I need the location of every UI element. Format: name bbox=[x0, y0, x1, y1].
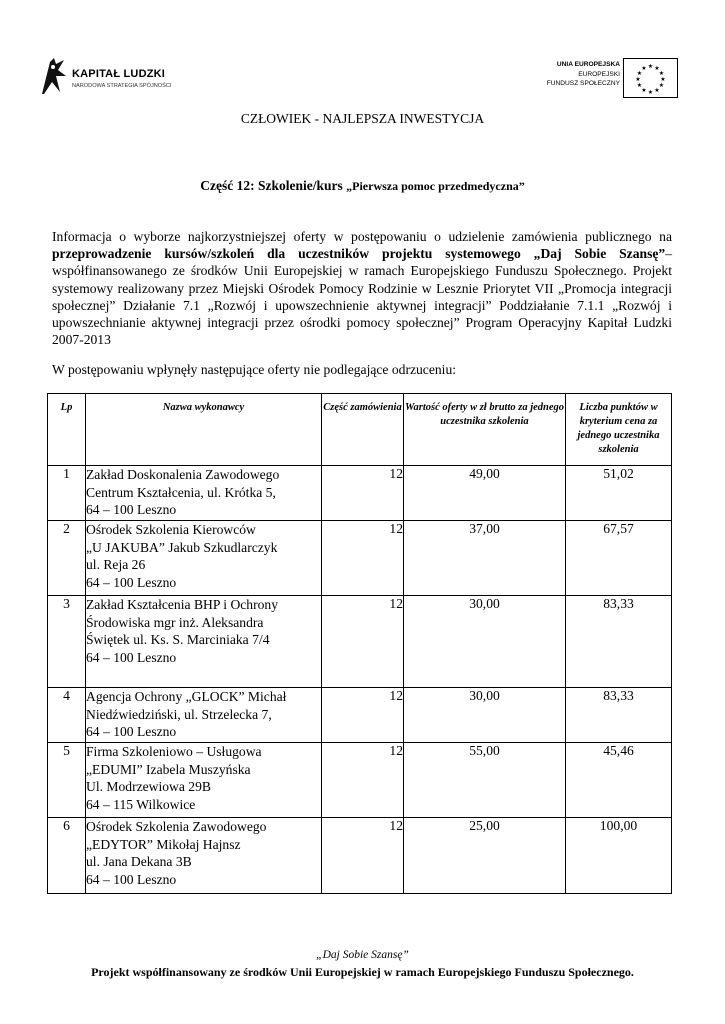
row-lp: 5 bbox=[48, 743, 86, 818]
svg-text:★: ★ bbox=[658, 70, 665, 77]
contractor-line: Niedźwiedziński, ul. Strzelecka 7, bbox=[86, 706, 272, 722]
contractor-line: Zakład Doskonalenia Zawodowego bbox=[86, 467, 280, 482]
page-heading: CZŁOWIEK - NAJLEPSZA INWESTYCJA bbox=[240, 111, 485, 126]
received-offers-text: W postępowaniu wpłynęły następujące oferty nie podlegające odrzuceniu: bbox=[52, 362, 457, 377]
svg-text:★: ★ bbox=[654, 65, 660, 72]
info-intro: Informacja o wyborze najkorzystniejszej oferty w postępowaniu o udzielenie zamówienia publicznego na bbox=[52, 229, 672, 244]
contractor-line: 64 – 100 Leszno bbox=[86, 502, 177, 517]
eu-logo-text bbox=[547, 60, 620, 89]
contractor-line: „U JAKUBA” Jakub Szkudlarczyk bbox=[86, 539, 278, 555]
contractor-line: Ośrodek Szkolenia Kierowców bbox=[86, 522, 256, 537]
contractor-line: 64 – 100 Leszno bbox=[86, 649, 177, 665]
contractor-line: Środowiska mgr inż. Aleksandra bbox=[86, 614, 264, 630]
row-lp: 4 bbox=[48, 688, 86, 743]
row-lp: 6 bbox=[48, 818, 86, 894]
contractor-line: Agencja Ochrony „GLOCK” Michał bbox=[86, 689, 287, 704]
eu-logo-line1: UNIA EUROPEJSKA bbox=[556, 61, 620, 68]
contractor-line: 64 – 100 Leszno bbox=[86, 724, 177, 739]
offers-table bbox=[47, 393, 672, 894]
kapital-ludzki-logo bbox=[38, 56, 178, 100]
eu-logo-line2: EUROPEJSKI bbox=[578, 70, 620, 78]
contractor-line: ul. Reja 26 bbox=[86, 557, 146, 572]
svg-text:★: ★ bbox=[641, 87, 647, 94]
contractor-line: 64 – 100 Leszno bbox=[86, 871, 177, 887]
row-part: 12 bbox=[322, 596, 404, 688]
table-row bbox=[48, 466, 672, 521]
info-bold: przeprowadzenie kursów/szkoleń dla uczestników projektu systemowego „Daj Sobie Szansę” bbox=[52, 246, 666, 262]
row-points: 51,02 bbox=[566, 466, 672, 521]
table-row bbox=[48, 596, 672, 688]
row-contractor bbox=[86, 596, 322, 688]
eu-logo bbox=[528, 58, 678, 100]
row-value: 37,00 bbox=[404, 521, 566, 596]
part-label: Część 12: Szkolenie/kurs bbox=[200, 178, 347, 193]
svg-text:★: ★ bbox=[660, 76, 666, 83]
svg-text:★: ★ bbox=[654, 87, 660, 94]
contractor-line: Ul. Modrzewiowa 29B bbox=[86, 779, 211, 794]
table-row bbox=[48, 521, 672, 596]
contractor-line: Ośrodek Szkolenia Zawodowego bbox=[86, 819, 267, 834]
row-points: 83,33 bbox=[566, 596, 672, 688]
row-part: 12 bbox=[322, 521, 404, 596]
table-row bbox=[48, 688, 672, 743]
svg-text:★: ★ bbox=[635, 76, 641, 83]
header-name: Nazwa wykonawcy bbox=[86, 394, 322, 466]
contractor-line: Zakład Kształcenia BHP i Ochrony bbox=[86, 597, 279, 612]
row-points: 45,46 bbox=[566, 743, 672, 818]
row-value: 49,00 bbox=[404, 466, 566, 521]
row-lp: 3 bbox=[48, 596, 86, 688]
contractor-line: „EDYTOR” Mikołaj Hajnsz bbox=[86, 836, 241, 852]
svg-text:★: ★ bbox=[636, 70, 643, 77]
table-row bbox=[48, 818, 672, 894]
header-points: Liczba punktów w kryterium cena za jednego uczestnika szkolenia bbox=[566, 394, 672, 466]
footer-project-name: „Daj Sobie Szansę” bbox=[316, 949, 409, 961]
row-points: 67,57 bbox=[566, 521, 672, 596]
kapital-ludzki-emblem-icon bbox=[38, 56, 68, 96]
kapital-ludzki-title: KAPITAŁ LUDZKI bbox=[72, 68, 166, 80]
row-contractor bbox=[86, 688, 322, 743]
part-title bbox=[0, 178, 725, 194]
row-part: 12 bbox=[322, 818, 404, 894]
info-rest: – współfinansowanego ze środków Unii Europejskiej w ramach Europejskiego Funduszu Społecznego. Projekt systemowy realizowany przez Miejski Ośrodek Pomocy Rodzinie w Lesznie Priorytet VII „Promocja integracji społecznej” Działanie 7.1 „Rozwój i upowszechnienie aktywnej integracji” Poddziałanie 7.1.1 „Rozwój i upowszechnianie aktywnej integracji przez ośrodki pomocy społecznej” Program Operacyjny Kapitał Ludzki 2007-2013 bbox=[52, 246, 672, 348]
contractor-line: 64 – 100 Leszno bbox=[86, 574, 177, 590]
header-value: Wartość oferty w zł brutto za jednego uczestnika szkolenia bbox=[404, 394, 566, 466]
row-value: 55,00 bbox=[404, 743, 566, 818]
svg-text:★: ★ bbox=[641, 65, 647, 72]
contractor-line: „EDUMI” Izabela Muszyńska bbox=[86, 761, 251, 777]
header-part: Część zamówienia bbox=[322, 394, 404, 466]
svg-text:★: ★ bbox=[647, 63, 654, 70]
contractor-line: Centrum Kształcenia, ul. Krótka 5, bbox=[86, 484, 276, 500]
row-part: 12 bbox=[322, 466, 404, 521]
row-value: 30,00 bbox=[404, 688, 566, 743]
eu-stars-icon bbox=[624, 59, 677, 97]
row-lp: 2 bbox=[48, 521, 86, 596]
header-lp: Lp bbox=[48, 394, 86, 466]
table-header-row bbox=[48, 394, 672, 466]
row-lp: 1 bbox=[48, 466, 86, 521]
row-points: 83,33 bbox=[566, 688, 672, 743]
contractor-line: 64 – 115 Wilkowice bbox=[86, 796, 196, 812]
contractor-line: ul. Jana Dekana 3B bbox=[86, 854, 192, 869]
row-contractor bbox=[86, 743, 322, 818]
row-contractor bbox=[86, 521, 322, 596]
table-row bbox=[48, 743, 672, 818]
row-contractor bbox=[86, 466, 322, 521]
svg-text:★: ★ bbox=[647, 89, 654, 96]
contractor-line: Firma Szkoleniowo – Usługowa bbox=[86, 744, 262, 759]
part-subject: „Pierwsza pomoc przedmedyczna” bbox=[346, 179, 525, 193]
info-paragraph bbox=[52, 228, 672, 348]
kapital-ludzki-subtitle: NARODOWA STRATEGIA SPÓJNOŚCI bbox=[72, 83, 172, 89]
contractor-line: Świętek ul. Ks. S. Marciniaka 7/4 bbox=[86, 632, 270, 647]
svg-text:★: ★ bbox=[658, 82, 665, 89]
offers-table-body bbox=[48, 466, 672, 894]
row-value: 30,00 bbox=[404, 596, 566, 688]
footer-note: Projekt współfinansowany ze środków Unii Europejskiej w ramach Europejskiego Funduszu Społecznego. bbox=[91, 965, 634, 979]
eu-logo-line3: FUNDUSZ SPOŁECZNY bbox=[546, 80, 620, 87]
row-part: 12 bbox=[322, 743, 404, 818]
svg-text:★: ★ bbox=[636, 82, 643, 89]
row-value: 25,00 bbox=[404, 818, 566, 894]
row-contractor bbox=[86, 818, 322, 894]
row-part: 12 bbox=[322, 688, 404, 743]
row-points: 100,00 bbox=[566, 818, 672, 894]
eu-flag bbox=[623, 58, 678, 98]
